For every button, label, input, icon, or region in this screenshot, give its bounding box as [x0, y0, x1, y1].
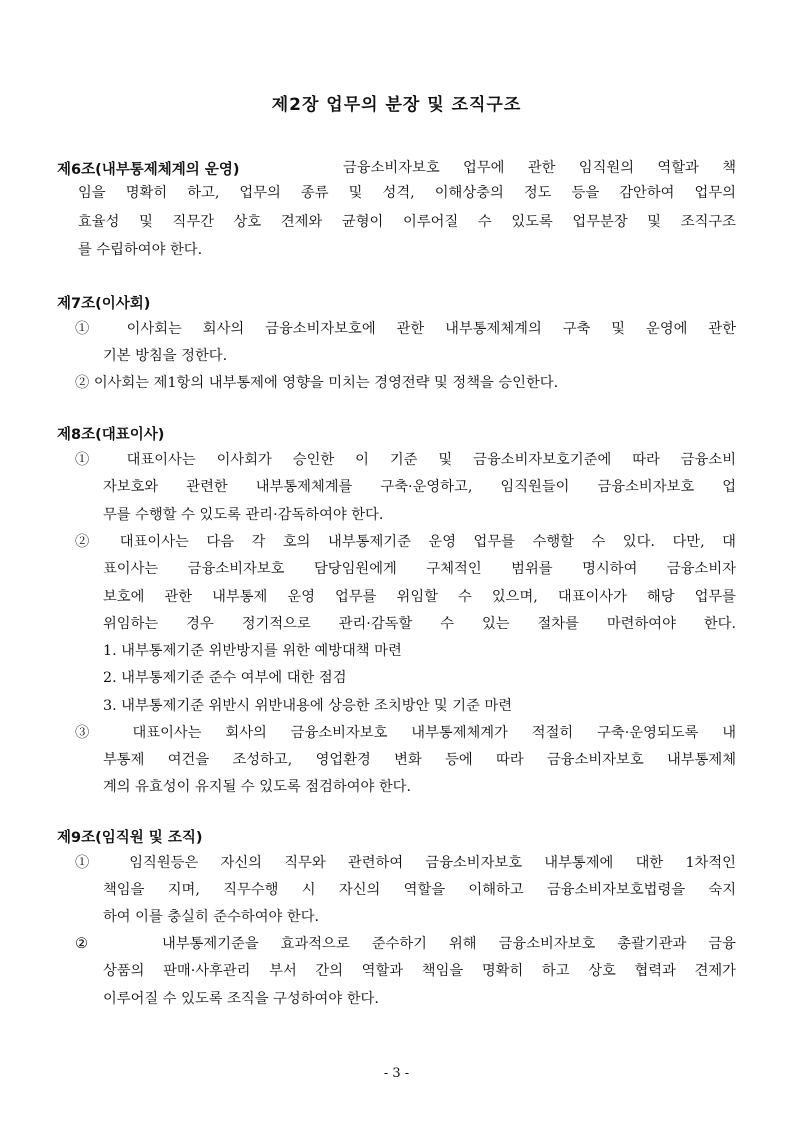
chapter-title: 제2장 업무의 분장 및 조직구조	[271, 95, 522, 115]
article-8-heading: 제8조(대표이사)	[57, 427, 165, 443]
article-8-line: 계의 유효성이 유지될 수 있도록 점검하여야 한다.	[103, 779, 412, 795]
article-8-line: 부통제 여건을 조성하고, 영업환경 변화 등에 따라 금융소비자보호 내부통제체	[103, 752, 736, 768]
article-8-line: ② 대표이사는 다음 각 호의 내부통제기준 운영 업무를 수행할 수 있다. 다만, 대	[75, 534, 736, 550]
article-6-line: 효율성 및 직무간 상호 견제와 균형이 이루어질 수 있도록 업무분장 및 조직구조	[78, 214, 736, 230]
article-6-line: 임을 명확히 하고, 업무의 종류 및 성격, 이해상충의 정도 등을 감안하여 업무의	[78, 185, 736, 201]
article-9-line: 하여 이를 충실히 준수하여야 한다.	[103, 909, 320, 925]
article-8-line: 보호에 관한 내부통제 운영 업무를 위임할 수 있으며, 대표이사가 해당 업무를	[103, 589, 736, 605]
article-9-line: 내부통제기준을 효과적으로 준수하기 위해 금융소비자보호 총괄기관과 금융	[162, 936, 736, 952]
article-8-line: 표이사는 금융소비자보호 담당임원에게 구체적인 범위를 명시하여 금융소비자	[103, 561, 736, 577]
article-9-line: ① 임직원등은 자신의 직무와 관련하여 금융소비자보호 내부통제에 대한 1차적인	[75, 855, 736, 871]
article-8-list-item: 1. 내부통제기준 위반방지를 위한 예방대책 마련	[103, 643, 402, 659]
article-9-item-marker: ②	[75, 936, 88, 952]
article-9-line: 이루어질 수 있도록 조직을 구성하여야 한다.	[103, 991, 379, 1007]
article-8-list-item: 2. 내부통제기준 준수 여부에 대한 점검	[103, 670, 347, 686]
article-6-line: 를 수립하여야 한다.	[78, 242, 203, 258]
article-7-line: ② 이사회는 제1항의 내부통제에 영향을 미치는 경영전략 및 정책을 승인한다.	[75, 375, 559, 391]
article-8-line: 자보호와 관련한 내부통제체계를 구축·운영하고, 임직원들이 금융소비자보호 업	[103, 479, 736, 495]
article-7-line: 기본 방침을 정한다.	[103, 348, 228, 364]
article-8-line: ① 대표이사는 이사회가 승인한 이 기준 및 금융소비자보호기준에 따라 금융소비	[75, 452, 736, 468]
article-8-line: ③ 대표이사는 회사의 금융소비자보호 내부통제체계가 적절히 구축·운영되도록 내	[75, 725, 736, 741]
article-9-line: 상품의 판매·사후관리 부서 간의 역할과 책임을 명확히 하고 상호 협력과 견제가	[103, 963, 736, 979]
page-number: - 3 -	[383, 1066, 410, 1081]
article-6-line: 금융소비자보호 업무에 관한 임직원의 역할과 책	[343, 160, 736, 176]
article-9-heading: 제9조(임직원 및 조직)	[57, 830, 203, 846]
article-8-list-item: 3. 내부통제기준 위반시 위반내용에 상응한 조치방안 및 기준 마련	[103, 698, 513, 714]
article-7-line: ① 이사회는 회사의 금융소비자보호에 관한 내부통제체계의 구축 및 운영에 관한	[75, 321, 736, 337]
article-8-line: 위임하는 경우 정기적으로 관리·감독할 수 있는 절차를 마련하여야 한다.	[103, 616, 736, 632]
article-6-heading: 제6조(내부통제체계의 운영)	[57, 162, 240, 178]
article-9-line: 책임을 지며, 직무수행 시 자신의 역할을 이해하고 금융소비자보호법령을 숙지	[103, 882, 736, 898]
article-8-line: 무를 수행할 수 있도록 관리·감독하여야 한다.	[103, 507, 384, 523]
article-7-heading: 제7조(이사회)	[57, 296, 151, 312]
